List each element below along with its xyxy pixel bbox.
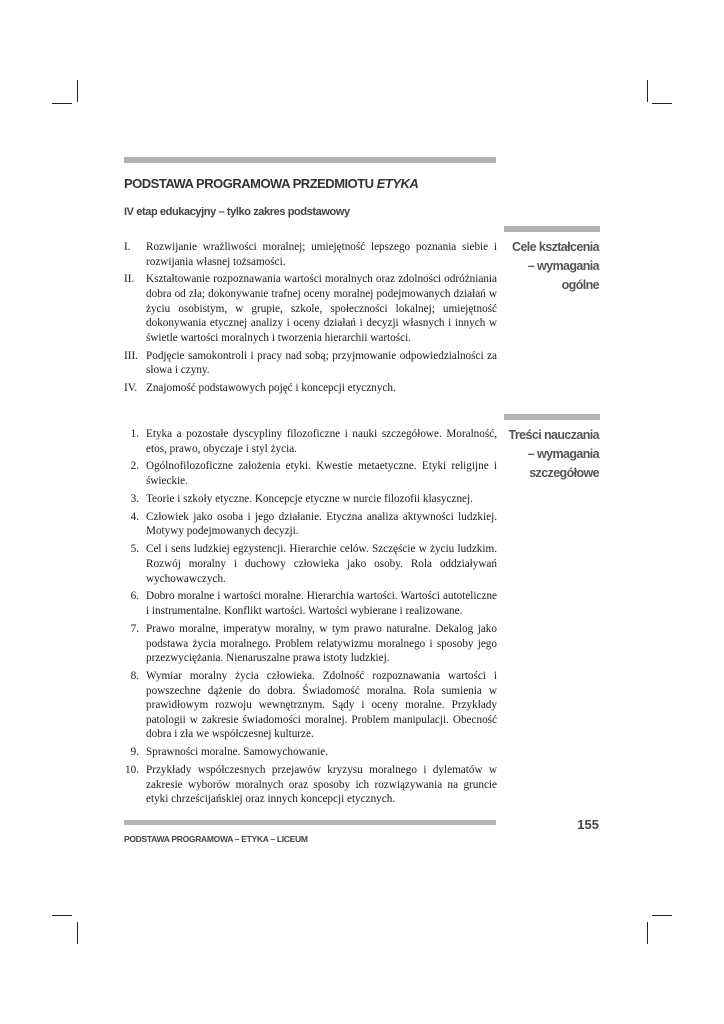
list-text: Teorie i szkoły etyczne. Koncepcje etyczne w nurcie filozofii klasycznej.: [146, 492, 473, 505]
running-footer: PODSTAWA PROGRAMOWA – ETYKA – LICEUM: [124, 834, 308, 844]
list-item: [124, 492, 497, 507]
list-marker: IV.: [124, 382, 138, 395]
list-marker: I.: [124, 241, 131, 253]
title-subject: ETYKA: [376, 176, 419, 191]
list-marker: II.: [124, 273, 135, 286]
list-item: [124, 459, 497, 488]
list-marker: 3.: [130, 492, 139, 505]
list-text: Dobro moralne i wartości moralne. Hierarchia wartości. Wartości autoteliczne i instrumentalne. Konflikt wartości. Wartości wybierane i realizowane.: [146, 590, 497, 618]
list-item: [124, 240, 497, 269]
crop-mark: [52, 915, 72, 916]
page-title: [124, 176, 524, 191]
section-label-line: – wymagania: [527, 259, 599, 273]
list-text: Człowiek jako osoba i jego działanie. Etyczna analiza aktywności ludzkiej. Motywy podejmowanych decyzji.: [146, 510, 497, 538]
list-text: Cel i sens ludzkiej egzystencji. Hierarchie celów. Szczęście w życiu ludzkim. Rozwój moralny i duchowy człowieka jako osoby. Rola oddziaływań wychowawczych.: [146, 543, 497, 585]
list-marker: 5.: [130, 543, 139, 556]
section-label-line: – wymagania: [527, 447, 599, 461]
list-marker: III.: [124, 349, 138, 362]
list-item: [124, 349, 497, 378]
crop-mark: [647, 922, 648, 944]
list-marker: 2.: [130, 460, 139, 473]
list-item: [124, 510, 497, 539]
section-content-rule: [504, 414, 600, 420]
list-item: [124, 542, 497, 586]
section-label-line: Cele kształcenia: [512, 240, 599, 254]
title-main: PODSTAWA PROGRAMOWA PRZEDMIOTU: [124, 176, 374, 191]
crop-mark: [652, 103, 672, 104]
list-text: Ogólnofilozoficzne założenia etyki. Kwestie metaetyczne. Etyki religijne i świeckie.: [146, 460, 497, 488]
list-marker: 4.: [130, 510, 139, 523]
list-text: Prawo moralne, imperatyw moralny, w tym prawo naturalne. Dekalog jako podstawa życia moralnego. Problem relatywizmu moralnego i sposoby jego przezwyciężania. Nienaruszalne prawa istoty ludzkiej.: [146, 622, 497, 665]
list-text: Rozwijanie wrażliwości moralnej; umiejętność lepszego poznania siebie i rozwijania własnej tożsamości.: [146, 241, 497, 268]
list-item: [124, 763, 497, 807]
goals-list: [124, 240, 497, 399]
list-marker: 9.: [130, 746, 139, 759]
section-label-line: ogólne: [561, 278, 599, 292]
crop-mark: [52, 103, 72, 104]
list-item: [124, 381, 497, 396]
list-item: [124, 745, 497, 760]
section-label-line: Treści nauczania: [508, 428, 599, 442]
page-subtitle: IV etap edukacyjny – tylko zakres podstawowy: [124, 206, 350, 218]
list-marker: 8.: [130, 669, 139, 682]
list-marker: 1.: [130, 428, 139, 440]
page-number: 155: [577, 817, 599, 832]
crop-mark: [647, 80, 648, 102]
list-text: Podjęcie samokontroli i pracy nad sobą; przyjmowanie odpowiedzialności za słowa i czyny.: [146, 349, 497, 377]
list-item: [124, 622, 497, 666]
crop-mark: [652, 915, 672, 916]
list-item: [124, 589, 497, 618]
content-list: [124, 427, 497, 810]
crop-mark: [77, 80, 78, 102]
header-rule: [124, 157, 496, 163]
section-content-label: [489, 426, 599, 483]
list-item: [124, 427, 497, 456]
list-text: Przykłady współczesnych przejawów kryzysu moralnego i dylematów w zakresie wyborów moralnych oraz sposoby ich rozwiązywania na gruncie etyki chrześcijańskiej oraz innych koncepcji etycznych.: [146, 764, 497, 806]
list-item: [124, 272, 497, 345]
list-text: Wymiar moralny życia człowieka. Zdolność rozpoznawania wartości i powszechne dążenie do dobra. Świadomość moralna. Rola sumienia w prawidłowym rozwoju wewnętrznym. Sądy i oceny moralne. Przykłady patologii w zakresie świadomości moralnej. Problem manipulacji. Obecność dobra i zła we współczesnej kulturze.: [146, 669, 497, 741]
list-marker: 6.: [130, 590, 139, 603]
footer-rule: [124, 820, 496, 825]
list-marker: 7.: [130, 622, 139, 635]
section-goals-rule: [504, 226, 600, 232]
section-label-line: szczegółowe: [529, 466, 599, 480]
list-text: Etyka a pozostałe dyscypliny filozoficzne i nauki szczegółowe. Moralność, etos, prawo, obyczaje i styl życia.: [146, 428, 497, 455]
list-text: Kształtowanie rozpoznawania wartości moralnych oraz zdolności odróżniania dobra od zła; dokonywanie trafnej oceny moralnej podejmowanych działań w życiu osobistym, w grupie, szkole, społeczności lokalnej; umiejętność dokonywania etycznej analizy i oceny działań i decyzji własnych i innych w świetle wartości moralnych i tworzenia hierarchii wartości.: [146, 273, 497, 344]
list-item: [124, 669, 497, 742]
section-goals-label: [489, 238, 599, 295]
list-text: Znajomość podstawowych pojęć i koncepcji etycznych.: [146, 382, 396, 395]
list-text: Sprawności moralne. Samowychowanie.: [146, 746, 329, 759]
crop-mark: [77, 922, 78, 944]
list-marker: 10.: [125, 764, 139, 777]
